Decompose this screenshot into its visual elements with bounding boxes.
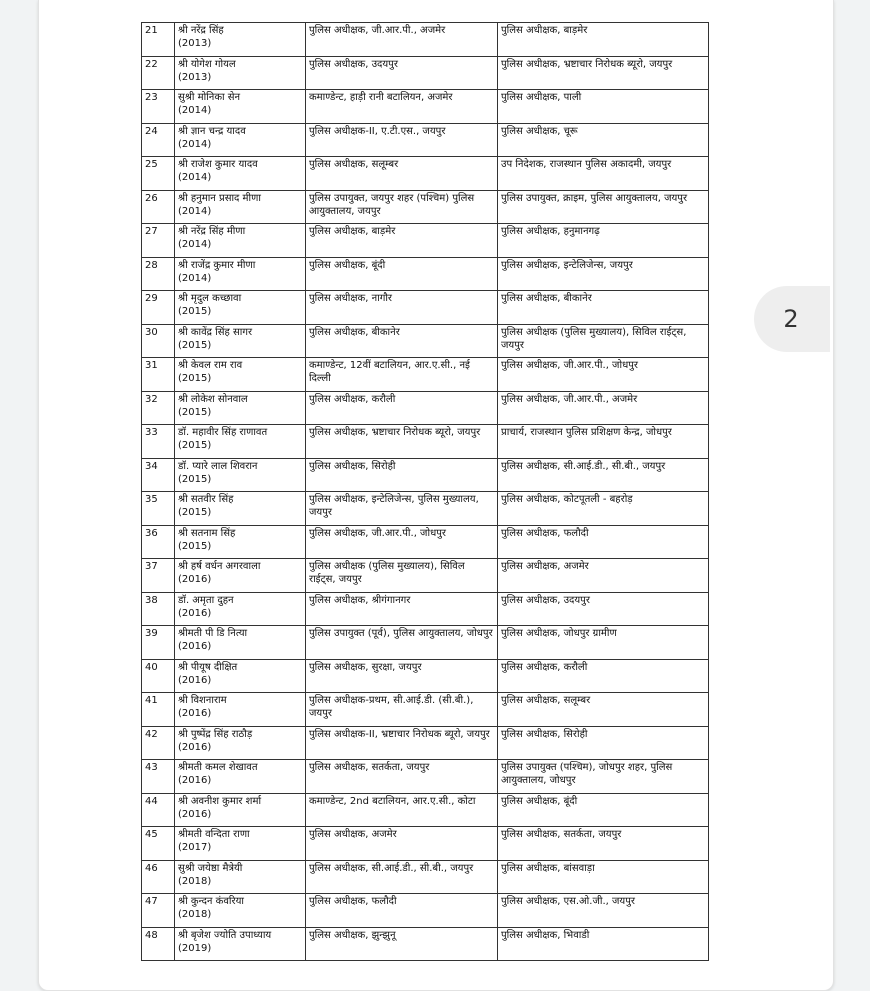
officer-name: श्री सतनाम सिंह	[178, 527, 236, 539]
officer-name-cell	[175, 894, 306, 928]
serial-number-cell: 27	[142, 224, 175, 258]
officer-name-cell	[175, 324, 306, 358]
current-posting-cell: पुलिस अधीक्षक, सलूम्बर	[306, 157, 498, 191]
table-row	[142, 559, 709, 593]
current-posting-cell: पुलिस अधीक्षक, सुरक्षा, जयपुर	[306, 659, 498, 693]
serial-number-cell: 31	[142, 358, 175, 392]
table-row	[142, 827, 709, 861]
current-posting-cell: पुलिस अधीक्षक, अजमेर	[306, 827, 498, 861]
new-posting-cell: उप निदेशक, राजस्थान पुलिस अकादमी, जयपुर	[498, 157, 709, 191]
current-posting-cell: पुलिस उपायुक्त, जयपुर शहर (पश्चिम) पुलिस आयुक्तालय, जयपुर	[306, 190, 498, 224]
officer-name-cell	[175, 224, 306, 258]
new-posting-cell: पुलिस अधीक्षक, बाड़मेर	[498, 23, 709, 57]
table-row	[142, 257, 709, 291]
table-row	[142, 358, 709, 392]
table-row	[142, 860, 709, 894]
new-posting-cell: पुलिस अधीक्षक, पाली	[498, 90, 709, 124]
serial-number-cell: 47	[142, 894, 175, 928]
serial-number-cell: 40	[142, 659, 175, 693]
new-posting-cell: पुलिस अधीक्षक, भ्रष्टाचार निरोधक ब्यूरो, जयपुर	[498, 56, 709, 90]
officer-name: श्रीमती वन्दिता राणा	[178, 829, 250, 840]
officer-name-cell	[175, 291, 306, 325]
transfer-list-body	[142, 23, 709, 961]
officer-name: श्री मृदुल कच्छावा	[178, 293, 242, 304]
table-row	[142, 492, 709, 526]
batch-year: (2016)	[178, 741, 212, 753]
current-posting-cell: पुलिस अधीक्षक-प्रथम, सी.आई.डी. (सी.बी.), जयपुर	[306, 693, 498, 727]
batch-year: (2019)	[178, 942, 212, 954]
new-posting-cell: पुलिस अधीक्षक, सलूम्बर	[498, 693, 709, 727]
new-posting-cell: पुलिस अधीक्षक, जोधपुर ग्रामीण	[498, 626, 709, 660]
new-posting-cell: पुलिस अधीक्षक, जी.आर.पी., अजमेर	[498, 391, 709, 425]
current-posting-cell: पुलिस अधीक्षक, फलौदी	[306, 894, 498, 928]
batch-year: (2014)	[178, 172, 212, 183]
serial-number-cell: 26	[142, 190, 175, 224]
serial-number-cell: 37	[142, 559, 175, 593]
officer-name-cell	[175, 492, 306, 526]
table-row	[142, 760, 709, 794]
table-row	[142, 90, 709, 124]
table-row	[142, 927, 709, 961]
new-posting-cell: पुलिस अधीक्षक (पुलिस मुख्यालय), सिविल राईट्स, जयपुर	[498, 324, 709, 358]
serial-number-cell: 35	[142, 492, 175, 526]
officer-name-cell	[175, 760, 306, 794]
current-posting-cell: पुलिस अधीक्षक, उदयपुर	[306, 56, 498, 90]
table-row	[142, 291, 709, 325]
new-posting-cell: पुलिस अधीक्षक, फलौदी	[498, 525, 709, 559]
serial-number-cell: 38	[142, 592, 175, 626]
table-row	[142, 391, 709, 425]
new-posting-cell: प्राचार्य, राजस्थान पुलिस प्रशिक्षण केन्द्र, जोधपुर	[498, 425, 709, 459]
officer-name-cell	[175, 559, 306, 593]
current-posting-cell: पुलिस अधीक्षक, बीकानेर	[306, 324, 498, 358]
officer-name-cell	[175, 525, 306, 559]
serial-number-cell: 22	[142, 56, 175, 90]
table-row	[142, 190, 709, 224]
officer-name: श्री नरेंद्र सिंह मीणा	[178, 226, 246, 237]
batch-year: (2016)	[178, 775, 212, 786]
batch-year: (2018)	[178, 909, 212, 920]
officer-name: श्री राजेश कुमार यादव	[178, 159, 258, 170]
officer-name-cell	[175, 190, 306, 224]
officer-name-cell	[175, 23, 306, 57]
officer-name-cell	[175, 626, 306, 660]
batch-year: (2017)	[178, 842, 212, 853]
officer-name: श्रीमती कमल शेखावत	[178, 762, 258, 773]
new-posting-cell: पुलिस अधीक्षक, बीकानेर	[498, 291, 709, 325]
officer-name-cell	[175, 659, 306, 693]
current-posting-cell: पुलिस अधीक्षक, नागौर	[306, 291, 498, 325]
current-posting-cell: पुलिस अधीक्षक, श्रीगंगानगर	[306, 592, 498, 626]
serial-number-cell: 42	[142, 726, 175, 760]
new-posting-cell: पुलिस अधीक्षक, कोटपूतली - बहरोड़	[498, 492, 709, 526]
current-posting-cell: पुलिस अधीक्षक-II, ए.टी.एस., जयपुर	[306, 123, 498, 157]
batch-year: (2014)	[178, 138, 212, 150]
serial-number-cell: 41	[142, 693, 175, 727]
serial-number-cell: 32	[142, 391, 175, 425]
table-row	[142, 425, 709, 459]
officer-name: श्रीमती पी डि नित्या	[178, 628, 248, 639]
table-row	[142, 793, 709, 827]
serial-number-cell: 36	[142, 525, 175, 559]
officer-name: श्री ज्ञान चन्द्र यादव	[178, 125, 246, 137]
officer-name-cell	[175, 358, 306, 392]
current-posting-cell: पुलिस अधीक्षक, जी.आर.पी., जोधपुर	[306, 525, 498, 559]
current-posting-cell: पुलिस अधीक्षक, झुन्झुनू	[306, 927, 498, 961]
new-posting-cell: पुलिस अधीक्षक, बांसवाड़ा	[498, 860, 709, 894]
officer-name: डॉ. प्यारे लाल शिवरान	[178, 460, 258, 472]
batch-year: (2015)	[178, 440, 212, 451]
page-number: 2	[783, 305, 799, 333]
new-posting-cell: पुलिस अधीक्षक, बूंदी	[498, 793, 709, 827]
serial-number-cell: 30	[142, 324, 175, 358]
new-posting-cell: पुलिस अधीक्षक, भिवाडी	[498, 927, 709, 961]
serial-number-cell: 23	[142, 90, 175, 124]
new-posting-cell: पुलिस अधीक्षक, एस.ओ.जी., जयपुर	[498, 894, 709, 928]
table-row	[142, 23, 709, 57]
table-row	[142, 157, 709, 191]
new-posting-cell: पुलिस अधीक्षक, इन्टेलिजेन्स, जयपुर	[498, 257, 709, 291]
table-row	[142, 324, 709, 358]
current-posting-cell: पुलिस अधीक्षक, भ्रष्टाचार निरोधक ब्यूरो, जयपुर	[306, 425, 498, 459]
officer-name: श्री लोकेश सोनवाल	[178, 393, 248, 405]
current-posting-cell: पुलिस अधीक्षक, सी.आई.डी., सी.बी., जयपुर	[306, 860, 498, 894]
current-posting-cell: कमाण्डेन्ट, हाड़ी रानी बटालियन, अजमेर	[306, 90, 498, 124]
serial-number-cell: 39	[142, 626, 175, 660]
serial-number-cell: 21	[142, 23, 175, 57]
officer-name: डॉ. अमृता दुहन	[178, 594, 234, 606]
batch-year: (2014)	[178, 272, 212, 284]
officer-name: श्री हर्ष वर्धन अगरवाला	[178, 561, 261, 572]
current-posting-cell: पुलिस अधीक्षक (पुलिस मुख्यालय), सिविल राईट्स, जयपुर	[306, 559, 498, 593]
batch-year: (2016)	[178, 607, 212, 619]
officer-name: श्री विशनाराम	[178, 695, 227, 706]
new-posting-cell: पुलिस उपायुक्त, क्राइम, पुलिस आयुक्तालय, जयपुर	[498, 190, 709, 224]
current-posting-cell: पुलिस अधीक्षक, करौली	[306, 391, 498, 425]
officer-name-cell	[175, 123, 306, 157]
table-row	[142, 592, 709, 626]
officer-name: सुश्री मोनिका सेन	[178, 92, 241, 103]
serial-number-cell: 44	[142, 793, 175, 827]
batch-year: (2016)	[178, 674, 212, 686]
table-row	[142, 525, 709, 559]
new-posting-cell: पुलिस अधीक्षक, सी.आई.डी., सी.बी., जयपुर	[498, 458, 709, 492]
officer-name-cell	[175, 391, 306, 425]
officer-name: श्री योगेश गोयल	[178, 58, 236, 70]
officer-name: श्री पीयूष दीक्षित	[178, 661, 238, 673]
batch-year: (2013)	[178, 71, 212, 83]
batch-year: (2013)	[178, 38, 212, 49]
officer-name-cell	[175, 693, 306, 727]
table-row	[142, 123, 709, 157]
officer-name-cell	[175, 425, 306, 459]
batch-year: (2015)	[178, 339, 212, 351]
page-number-badge	[754, 286, 830, 352]
batch-year: (2014)	[178, 239, 212, 250]
table-row	[142, 693, 709, 727]
table-row	[142, 894, 709, 928]
batch-year: (2014)	[178, 105, 212, 116]
table-row	[142, 56, 709, 90]
batch-year: (2015)	[178, 540, 212, 552]
officer-name-cell	[175, 592, 306, 626]
batch-year: (2015)	[178, 306, 212, 317]
batch-year: (2016)	[178, 708, 212, 719]
document-page	[38, 0, 834, 991]
serial-number-cell: 33	[142, 425, 175, 459]
batch-year: (2018)	[178, 875, 212, 887]
current-posting-cell: पुलिस अधीक्षक, सतर्कता, जयपुर	[306, 760, 498, 794]
new-posting-cell: पुलिस अधीक्षक, सिरोही	[498, 726, 709, 760]
serial-number-cell: 28	[142, 257, 175, 291]
officer-name-cell	[175, 458, 306, 492]
new-posting-cell: पुलिस उपायुक्त (पश्चिम), जोधपुर शहर, पुलिस आयुक्तालय, जोधपुर	[498, 760, 709, 794]
batch-year: (2015)	[178, 406, 212, 418]
officer-name-cell	[175, 860, 306, 894]
officer-name-cell	[175, 157, 306, 191]
current-posting-cell: पुलिस अधीक्षक, जी.आर.पी., अजमेर	[306, 23, 498, 57]
officer-name-cell	[175, 827, 306, 861]
officer-name: श्री राजेंद्र कुमार मीणा	[178, 259, 256, 271]
current-posting-cell: पुलिस अधीक्षक, बाड़मेर	[306, 224, 498, 258]
officer-name-cell	[175, 56, 306, 90]
officer-name-cell	[175, 927, 306, 961]
current-posting-cell: पुलिस अधीक्षक-II, भ्रष्टाचार निरोधक ब्यूरो, जयपुर	[306, 726, 498, 760]
officer-name: श्री हनुमान प्रसाद मीणा	[178, 192, 261, 204]
table-row	[142, 224, 709, 258]
current-posting-cell: पुलिस अधीक्षक, इन्टेलिजेन्स, पुलिस मुख्यालय, जयपुर	[306, 492, 498, 526]
current-posting-cell: पुलिस अधीक्षक, सिरोही	[306, 458, 498, 492]
table-row	[142, 726, 709, 760]
new-posting-cell: पुलिस अधीक्षक, अजमेर	[498, 559, 709, 593]
current-posting-cell: पुलिस अधीक्षक, बूंदी	[306, 257, 498, 291]
new-posting-cell: पुलिस अधीक्षक, चूरू	[498, 123, 709, 157]
serial-number-cell: 46	[142, 860, 175, 894]
batch-year: (2014)	[178, 205, 212, 217]
officer-name-cell	[175, 793, 306, 827]
batch-year: (2015)	[178, 507, 212, 518]
batch-year: (2016)	[178, 641, 212, 652]
new-posting-cell: पुलिस अधीक्षक, जी.आर.पी., जोधपुर	[498, 358, 709, 392]
batch-year: (2016)	[178, 574, 212, 585]
new-posting-cell: पुलिस अधीक्षक, सतर्कता, जयपुर	[498, 827, 709, 861]
serial-number-cell: 29	[142, 291, 175, 325]
table-row	[142, 659, 709, 693]
table-row	[142, 626, 709, 660]
officer-name: सुश्री जयेष्ठा मैत्रेयी	[178, 862, 243, 874]
serial-number-cell: 34	[142, 458, 175, 492]
officer-name: डॉ. महावीर सिंह राणावत	[178, 427, 268, 438]
current-posting-cell: पुलिस उपायुक्त (पूर्व), पुलिस आयुक्तालय, जोधपुर	[306, 626, 498, 660]
officer-name: श्री बृजेश ज्योति उपाध्याय	[178, 929, 272, 941]
new-posting-cell: पुलिस अधीक्षक, करौली	[498, 659, 709, 693]
officer-name: श्री सतवीर सिंह	[178, 494, 234, 505]
new-posting-cell: पुलिस अधीक्षक, उदयपुर	[498, 592, 709, 626]
serial-number-cell: 25	[142, 157, 175, 191]
officer-name: श्री कुन्दन कंवरिया	[178, 896, 244, 907]
serial-number-cell: 45	[142, 827, 175, 861]
transfer-list-table	[141, 22, 709, 961]
table-row	[142, 458, 709, 492]
new-posting-cell: पुलिस अधीक्षक, हनुमानगढ़	[498, 224, 709, 258]
officer-name: श्री कावेंद्र सिंह सागर	[178, 326, 253, 338]
batch-year: (2015)	[178, 373, 212, 384]
officer-name-cell	[175, 90, 306, 124]
officer-name-cell	[175, 257, 306, 291]
serial-number-cell: 43	[142, 760, 175, 794]
current-posting-cell: कमाण्डेन्ट, 12वीं बटालियन, आर.ए.सी., नई दिल्ली	[306, 358, 498, 392]
officer-name: श्री केवल राम राव	[178, 360, 243, 371]
officer-name-cell	[175, 726, 306, 760]
officer-name: श्री अवनीश कुमार शर्मा	[178, 795, 262, 807]
officer-name: श्री पुष्पेंद्र सिंह राठौड़	[178, 728, 253, 740]
serial-number-cell: 48	[142, 927, 175, 961]
current-posting-cell: कमाण्डेन्ट, 2nd बटालियन, आर.ए.सी., कोटा	[306, 793, 498, 827]
serial-number-cell: 24	[142, 123, 175, 157]
officer-name: श्री नरेंद्र सिंह	[178, 25, 224, 36]
batch-year: (2015)	[178, 473, 212, 485]
batch-year: (2016)	[178, 808, 212, 820]
